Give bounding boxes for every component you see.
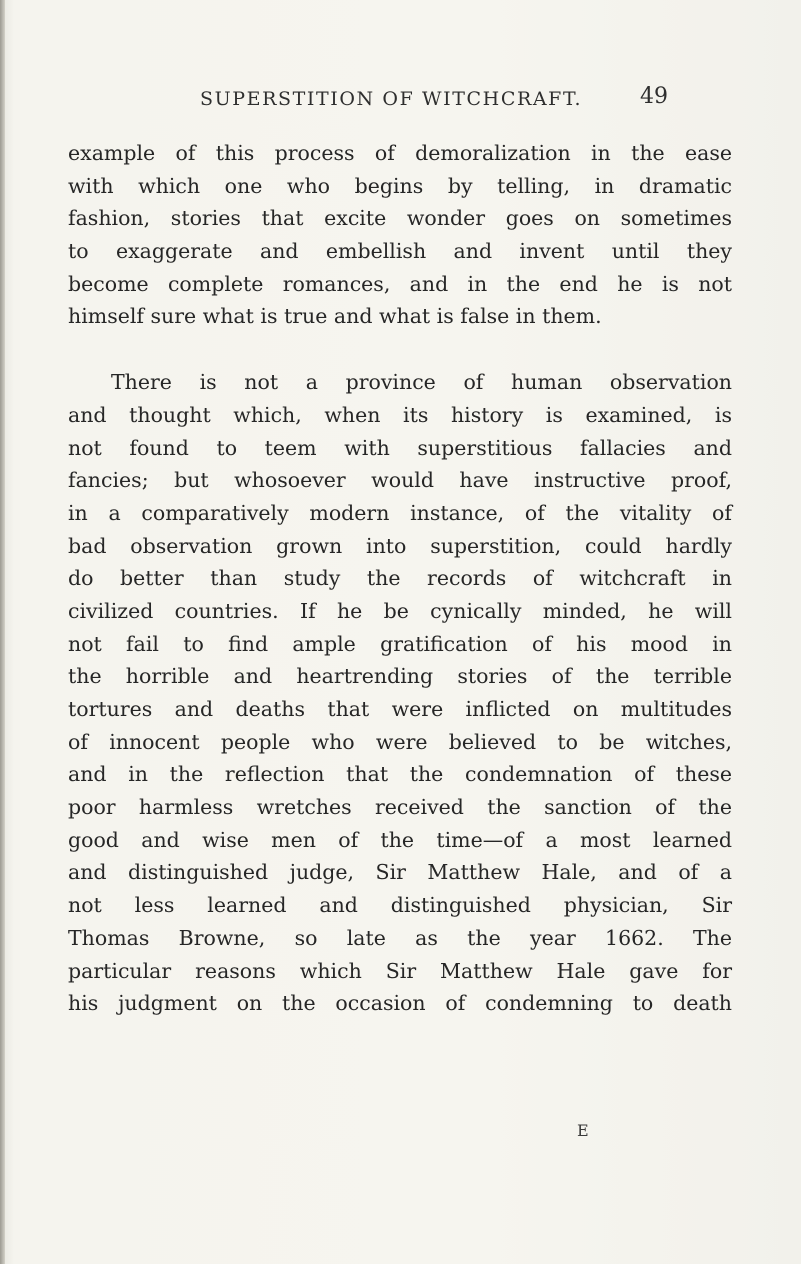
text-line: not less learned and distinguished physician, Sir [68, 893, 732, 918]
text-line: and in the reflection that the condemnation of these [68, 762, 732, 787]
text-line: fancies; but whosoever would have instructive proof, [68, 468, 732, 493]
text-line: become complete romances, and in the end he is not [68, 271, 732, 296]
text-line: fashion, stories that excite wonder goes on sometimes [68, 206, 732, 231]
text-line: not found to teem with superstitious fallacies and [68, 435, 732, 460]
text-line: himself sure what is true and what is false in them. [68, 304, 602, 329]
text-line: poor harmless wretches received the sanction of the [68, 795, 732, 820]
text-line: and thought which, when its history is examined, is [68, 402, 732, 427]
paragraph-gap [68, 333, 732, 366]
text-line: the horrible and heartrending stories of the terrible [68, 664, 732, 689]
text-line: and distinguished judge, Sir Matthew Hale, and of a [68, 860, 732, 885]
text-line: particular reasons which Sir Matthew Hale gave for [68, 958, 732, 983]
text-line: in a comparatively modern instance, of the vitality of [68, 500, 732, 525]
text-line: not fail to find ample gratification of his mood in [68, 631, 732, 656]
text-line: to exaggerate and embellish and invent until they [68, 239, 732, 264]
text-line: Thomas Browne, so late as the year 1662. The [68, 925, 732, 950]
page-number: 49 [640, 84, 668, 109]
page-binding-edge [0, 0, 5, 1264]
text-line: do better than study the records of witchcraft in [68, 566, 732, 591]
text-line: civilized countries. If he be cynically minded, he will [68, 598, 732, 623]
running-head: SUPERSTITION OF WITCHCRAFT. [200, 88, 583, 110]
text-line: of innocent people who were believed to be witches, [68, 729, 732, 754]
text-line: with which one who begins by telling, in dramatic [68, 173, 732, 198]
text-line: example of this process of demoralization in the ease [68, 141, 732, 165]
text-line: his judgment on the occasion of condemning to death [68, 991, 732, 1016]
paragraph-1 [68, 137, 732, 333]
text-line: good and wise men of the time—of a most learned [68, 827, 732, 852]
text-line: tortures and deaths that were inflicted on multitudes [68, 697, 732, 721]
text-line: There is not a province of human observation [111, 370, 732, 395]
body-text [68, 137, 732, 1020]
signature-mark: E [577, 1121, 589, 1140]
text-line: bad observation grown into superstition, could hardly [68, 533, 732, 558]
paragraph-2 [68, 366, 732, 1020]
